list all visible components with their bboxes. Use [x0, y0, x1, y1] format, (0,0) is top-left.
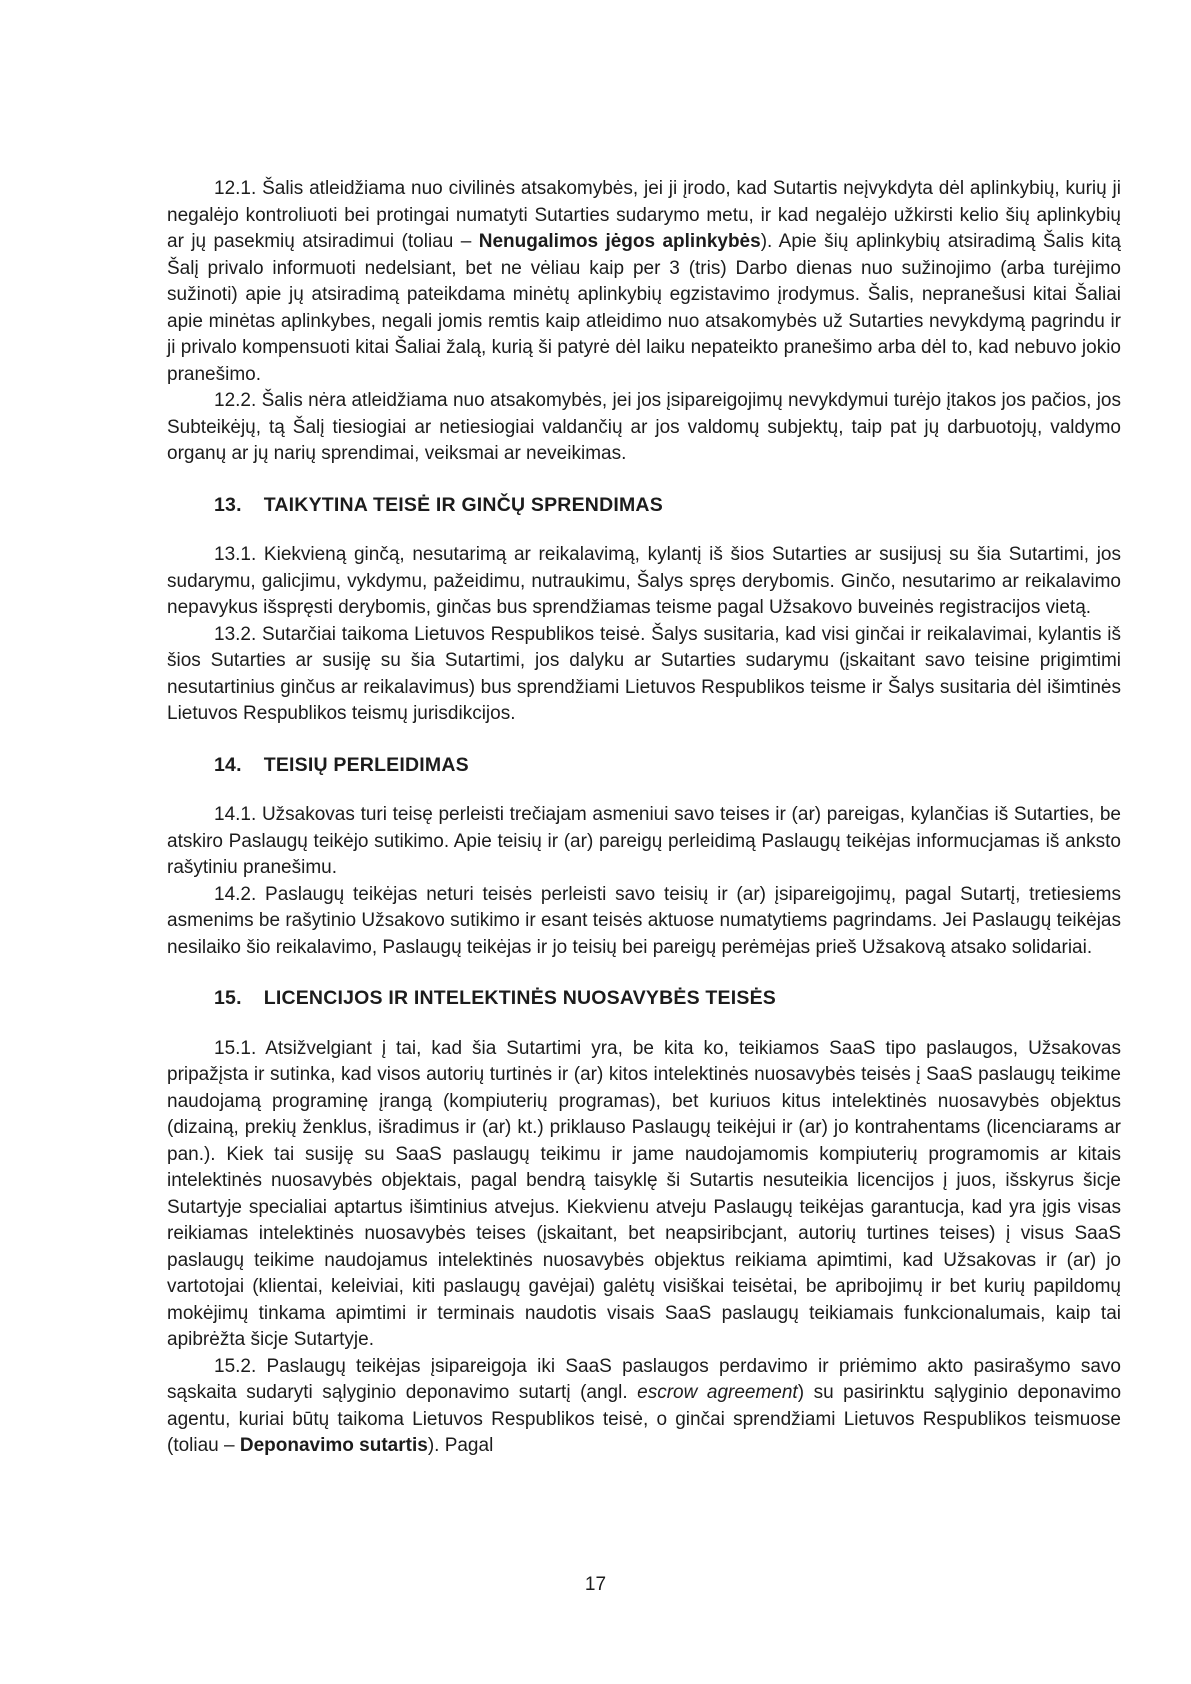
italic-text: escrow agreement [637, 1382, 798, 1403]
section-title: LICENCIJOS IR INTELEKTINĖS NUOSAVYBĖS TEISĖS [263, 987, 776, 1009]
section-number: 13. [214, 493, 242, 516]
section-heading [167, 985, 1121, 1012]
section-title: TEISIŲ PERLEIDIMAS [263, 753, 469, 776]
section-title: TAIKYTINA TEISĖ IR GINČŲ SPRENDIMAS [263, 493, 663, 516]
contract-paragraph [167, 622, 1121, 728]
bold-text: Nenugalimos jėgos aplinkybės [478, 231, 761, 252]
body-text: 12.2. Šalis nėra atleidžiama nuo atsakomybės, jei jos įsipareigojimų nevykdymui turėjo įtakos jos pačios, jos Subteikėjų, tą Šalį tiesiogiai ar netiesiogiai valdančių ar jos valdomų subjektų, taip pat jų darbuotojų, valdymo organų ar jų narių sprendimai, veiksmai ar neveikimas. [167, 390, 1121, 464]
contract-paragraph [167, 388, 1121, 468]
body-text: ). Apie šių aplinkybių atsiradimą Šalis kitą Šalį privalo informuoti nedelsiant, bet ne vėliau kaip per 3 (tris) Darbo dienas nuo sužinojimo (arba turėjimo sužinoti) apie jų atsiradimą pateikdama minėtų aplinkybių egzistavimo įrodymus. Šalis, nepranešusi kitai Šaliai apie minėtas aplinkybes, negali jomis remtis kaip atleidimo nuo atsakomybės už Sutarties nevykdymą pagrindu ir ji privalo kompensuoti kitai Šaliai žalą, kurią ši patyrė dėl laiku nepateikto pranešimo arba dėl to, kad nebuvo jokio pranešimo. [167, 231, 1121, 385]
bold-text: Deponavimo sutartis [239, 1435, 428, 1456]
body-text: 12.1. Šalis atleidžiama nuo civilinės atsakomybės, jei ji įrodo, kad Sutartis neįvykdyta dėl aplinkybių, kurių ji negalėjo kontroliuoti bei protingai numatyti Sutarties sudarymo metu, ir kad negalėjo užkirsti kelio šių aplinkybių ar jų pasekmių atsiradimui (toliau – [167, 178, 1121, 252]
contract-paragraph [167, 542, 1121, 622]
body-text: ) su pasirinktu sąlyginio deponavimo agentu, kuriai būtų taikoma Lietuvos Respublikos teisė, o ginčai sprendžiami Lietuvos Respublikos teismuose (toliau – [167, 1382, 1122, 1456]
body-text: 15.2. Paslaugų teikėjas įsipareigoja iki SaaS paslaugos perdavimo ir priėmimo akto pasirašymo savo sąskaita sudaryti sąlyginio deponavimo sutartį (angl. [167, 1355, 1121, 1403]
section-number: 15. [214, 987, 242, 1009]
body-text: 14.2. Paslaugų teikėjas neturi teisės perleisti savo teisių ir (ar) įsipareigojimų, pagal Sutartį, tretiesiems asmenims be rašytinio Užsakovo sutikimo ir esant teisės aktuose numatytiems pagrindams. Jei Paslaugų teikėjas nesilaiko šio reikalavimo, Paslaugų teikėjas ir jo teisių bei pareigų perėmėjas prieš Užsakovą atsako solidariai. [167, 883, 1121, 958]
contract-paragraph [167, 882, 1121, 962]
body-text: 14.1. Užsakovas turi teisę perleisti trečiajam asmeniui savo teises ir (ar) pareigas, kylančias iš Sutarties, be atskiro Paslaugų teikėjo sutikimo. Apie teisių ir (ar) pareigų perleidimą Paslaugų teikėjas informucjamas iš anksto rašytiniu pranešimu. [167, 804, 1121, 878]
section-heading [167, 492, 1121, 519]
contract-paragraph [167, 802, 1121, 882]
contract-body [167, 176, 1121, 1460]
contract-paragraph [167, 1354, 1121, 1460]
body-text: 13.1. Kiekvieną ginčą, nesutarimą ar reikalavimą, kylantį iš šios Sutarties ar susijusį su šia Sutartimi, jos sudarymu, galicjimu, vykdymu, pažeidimu, nutraukimu, Šalys spręs derybomis. Ginčo, nesutarimo ar reikalavimo nepavykus išspręsti derybomis, ginčas bus sprendžiamas teisme pagal Užsakovo buveinės registracijos vietą. [167, 544, 1121, 618]
page-number: 17 [584, 1573, 607, 1595]
contract-paragraph [167, 1036, 1121, 1354]
contract-paragraph [167, 176, 1121, 388]
section-number: 14. [214, 753, 242, 776]
section-heading [167, 752, 1121, 779]
body-text: 13.2. Sutarčiai taikoma Lietuvos Respublikos teisė. Šalys susitaria, kad visi ginčai ir reikalavimai, kylantis iš šios Sutarties ar susiję su šia Sutartimi, jos dalyku ar Sutarties sudarymu (įskaitant savo teisine prigimtimi nesutartinius ginčus ar reikalavimus) bus sprendžiami Lietuvos Respublikos teisme ir Šalys susitaria dėl išimtinės Lietuvos Respublikos teismų jurisdikcijos. [167, 623, 1121, 724]
body-text: ). Pagal [427, 1435, 494, 1456]
body-text: 15.1. Atsižvelgiant į tai, kad šia Sutartimi yra, be kita ko, teikiamos SaaS tipo paslaugos, Užsakovas pripažįsta ir sutinka, kad visos autorių turtinės ir (ar) kitos intelektinės nuosavybės teisės į SaaS paslaugų teikime naudojamą programinę įrangą (kompiuterių programas), bet kuriuos kitus intelektinės nuosavybės objektus (dizainą, prekių ženklus, išradimus ir (ar) kt.) priklauso Paslaugų teikėjui ir (ar) jo kontrahentams (licenciarams ar pan.). Kiek tai susiję su SaaS paslaugų teikimu ir jame naudojamomis kompiuterių programomis ar kitais intelektinės nuosavybės objektais, pagal bendrą taisyklę ši Sutartis nesuteikia licencijos į juos, išskyrus šicje Sutartyje specialiai aptartus išimtinius atvejus. Kiekvienu atveju Paslaugų teikėjas garantucja, kad yra įgis visas reikiamas intelektinės nuosavybės teises (įskaitant, bet neapsiribcjant, autorių turtines teises) į visus SaaS paslaugų teikime naudojamus intelektinės nuosavybės objektus reikiama apimtimi, kad Užsakovas ir (ar) jo vartotojai (klientai, keleiviai, kiti paslaugų gavėjai) galėtų visiškai teisėtai, be apribojimų ir bet kurių papildomų mokėjimų tinkama apimtimi ir terminais naudotis visais SaaS paslaugų teikiamais funkcionalumais, kaip tai apibrėžta šicje Sutartyje. [167, 1037, 1121, 1350]
